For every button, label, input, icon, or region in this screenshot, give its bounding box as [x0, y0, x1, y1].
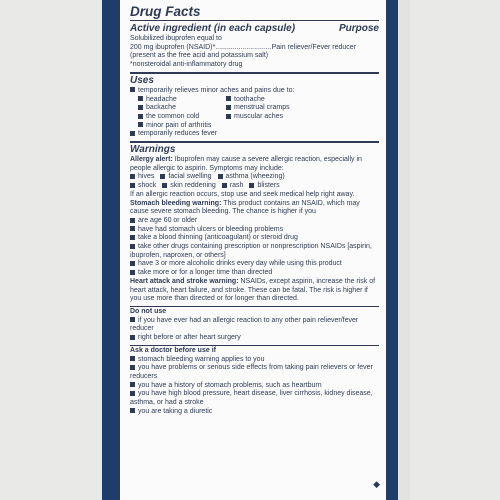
heart-text: NSAIDs, except aspirin, increase the risk of heart attack, heart failure, and stroke. These can be fatal. The risk is higher if you use more than directed or for longer than directed.	[130, 277, 376, 303]
list-item	[130, 408, 379, 417]
symptom: asthma (wheezing)	[225, 173, 285, 181]
purpose-heading: Purpose	[338, 23, 379, 34]
list-item	[130, 390, 379, 407]
bullet-icon	[226, 114, 231, 119]
heart-label: Heart attack and stroke warning:	[130, 277, 239, 285]
bullet-icon	[130, 235, 135, 240]
bullet-icon	[130, 365, 135, 370]
drug-facts-title: Drug Facts	[130, 0, 379, 21]
bullet-icon	[160, 174, 165, 179]
bullet-icon	[138, 96, 143, 101]
divider	[130, 306, 379, 307]
uses-heading: Uses	[130, 74, 154, 86]
list-item	[130, 356, 379, 365]
list-item	[138, 96, 226, 105]
ask-doctor-heading: Ask a doctor before use if	[130, 346, 216, 354]
bullet-icon	[249, 183, 254, 188]
continue-arrow-icon: ◆	[373, 479, 380, 489]
list-item	[130, 364, 379, 381]
list-item	[130, 260, 379, 269]
bullet-icon	[130, 382, 135, 387]
stomach-text: This product contains an NSAID, which may cause severe stomach bleeding. The chance is higher if you	[130, 199, 360, 216]
stomach-item: have had stomach ulcers or bleeding problems	[138, 225, 284, 233]
list-item	[130, 182, 156, 191]
donot-item: if you have ever had an allergic reaction to any other pain reliever/fever reducer	[130, 316, 359, 333]
list-item	[130, 243, 379, 260]
list-item	[222, 182, 244, 191]
bullet-icon	[130, 183, 135, 188]
warnings-heading: Warnings	[130, 144, 176, 156]
use-item: headache	[146, 95, 177, 103]
ask-item: you have high blood pressure, heart disease, liver cirrhosis, kidney disease, asthma, or had a stroke	[130, 390, 373, 407]
bullet-icon	[222, 183, 227, 188]
bullet-icon	[162, 183, 167, 188]
list-item	[162, 182, 216, 191]
bullet-icon	[130, 335, 135, 340]
active-line-4: *nonsteroidal anti-inflammatory drug	[130, 61, 243, 69]
uses-list	[138, 96, 379, 122]
bullet-icon	[226, 105, 231, 110]
list-item	[249, 182, 279, 191]
allergy-after: If an allergic reaction occurs, stop use and seek medical help right away.	[130, 190, 355, 198]
symptoms-row-1	[130, 173, 379, 182]
uses-intro	[130, 87, 379, 96]
symptom: rash	[229, 182, 244, 190]
ask-item: you have problems or serious side effects from taking pain relievers or fever reducers	[130, 364, 373, 380]
use-item: toothache	[234, 95, 265, 103]
use-item: backache	[146, 104, 176, 112]
stomach-item: have 3 or more alcoholic drinks every day while using this product	[138, 260, 342, 268]
bullet-icon	[130, 408, 135, 413]
ask-item: stomach bleeding warning applies to you	[138, 355, 265, 363]
stomach-item: take more or for a longer time than directed	[138, 269, 273, 277]
list-item	[130, 234, 379, 243]
stomach-item: take a blood thinning (anticoagulant) or steroid drug	[138, 234, 298, 242]
allergy-label: Allergy alert:	[130, 156, 173, 164]
use-item: minor pain of arthritis	[146, 121, 212, 129]
bullet-icon	[130, 261, 135, 266]
list-item	[160, 173, 211, 182]
divider	[130, 345, 379, 346]
symptom: blisters	[257, 182, 280, 190]
list-item	[130, 130, 379, 139]
allergy-alert	[130, 156, 379, 173]
active-ingredient-header	[130, 23, 379, 35]
symptom: facial swelling	[168, 173, 212, 181]
box-edge	[398, 0, 410, 500]
list-item	[226, 104, 326, 113]
bullet-icon	[130, 87, 135, 92]
list-item	[130, 173, 154, 182]
ask-item: you are taking a diuretic	[138, 407, 213, 415]
list-item	[130, 382, 379, 391]
bullet-icon	[130, 356, 135, 361]
use-item: the common cold	[146, 112, 200, 120]
symptom: hives	[138, 173, 155, 181]
symptom: skin reddening	[170, 182, 216, 190]
stomach-label: Stomach bleeding warning:	[130, 199, 222, 207]
list-item	[218, 173, 285, 182]
bullet-icon	[130, 174, 135, 179]
list-item	[138, 104, 226, 113]
stomach-item: take other drugs containing prescription or nonprescription NSAIDs [aspirin, ibuprofen, naproxen, or others]	[130, 243, 372, 259]
use-fever: temporarily reduces fever	[138, 130, 217, 138]
active-ingredient-heading: Active ingredient (in each capsule)	[130, 23, 296, 34]
bullet-icon	[218, 174, 223, 179]
bullet-icon	[130, 244, 135, 249]
divider	[130, 141, 379, 143]
bullet-icon	[130, 218, 135, 223]
drug-facts-label	[118, 0, 388, 500]
bullet-icon	[226, 96, 231, 101]
bullet-icon	[138, 114, 143, 119]
active-line-3: (present as the free acid and potassium salt)	[130, 52, 269, 60]
do-not-use-heading: Do not use	[130, 307, 167, 315]
active-line-1: Solubilized ibuprofen equal to	[130, 35, 222, 42]
active-line-2: 200 mg ibuprofen (NSAID)*.............................Pain reliever/Fever reducer	[130, 43, 357, 51]
list-item	[130, 217, 379, 226]
symptom: shock	[138, 182, 157, 190]
divider	[130, 72, 379, 74]
list-item	[226, 96, 326, 105]
bullet-icon	[130, 226, 135, 231]
allergy-text: Ibuprofen may cause a severe allergic reaction, especially in people allergic to aspirin. Symptoms may include:	[130, 156, 362, 172]
bullet-icon	[138, 105, 143, 110]
use-item: menstrual cramps	[234, 104, 290, 112]
list-item	[130, 334, 379, 343]
uses-intro-text: temporarily relieves minor aches and pains due to:	[138, 86, 295, 94]
list-item	[138, 113, 226, 122]
list-item	[130, 269, 379, 278]
list-item	[130, 226, 379, 235]
donot-item: right before or after heart surgery	[138, 334, 241, 342]
list-item	[226, 113, 326, 122]
heart-warning	[130, 278, 379, 304]
list-item	[138, 122, 379, 131]
use-item: muscular aches	[234, 112, 284, 120]
stomach-warning	[130, 200, 379, 217]
bullet-icon	[130, 270, 135, 275]
bullet-icon	[138, 122, 143, 127]
bullet-icon	[130, 391, 135, 396]
symptoms-row-2	[130, 182, 379, 191]
bullet-icon	[130, 131, 135, 136]
bullet-icon	[130, 317, 135, 322]
stomach-item: are age 60 or older	[138, 216, 198, 224]
list-item	[130, 317, 379, 334]
ask-item: you have a history of stomach problems, such as heartburn	[138, 381, 322, 389]
